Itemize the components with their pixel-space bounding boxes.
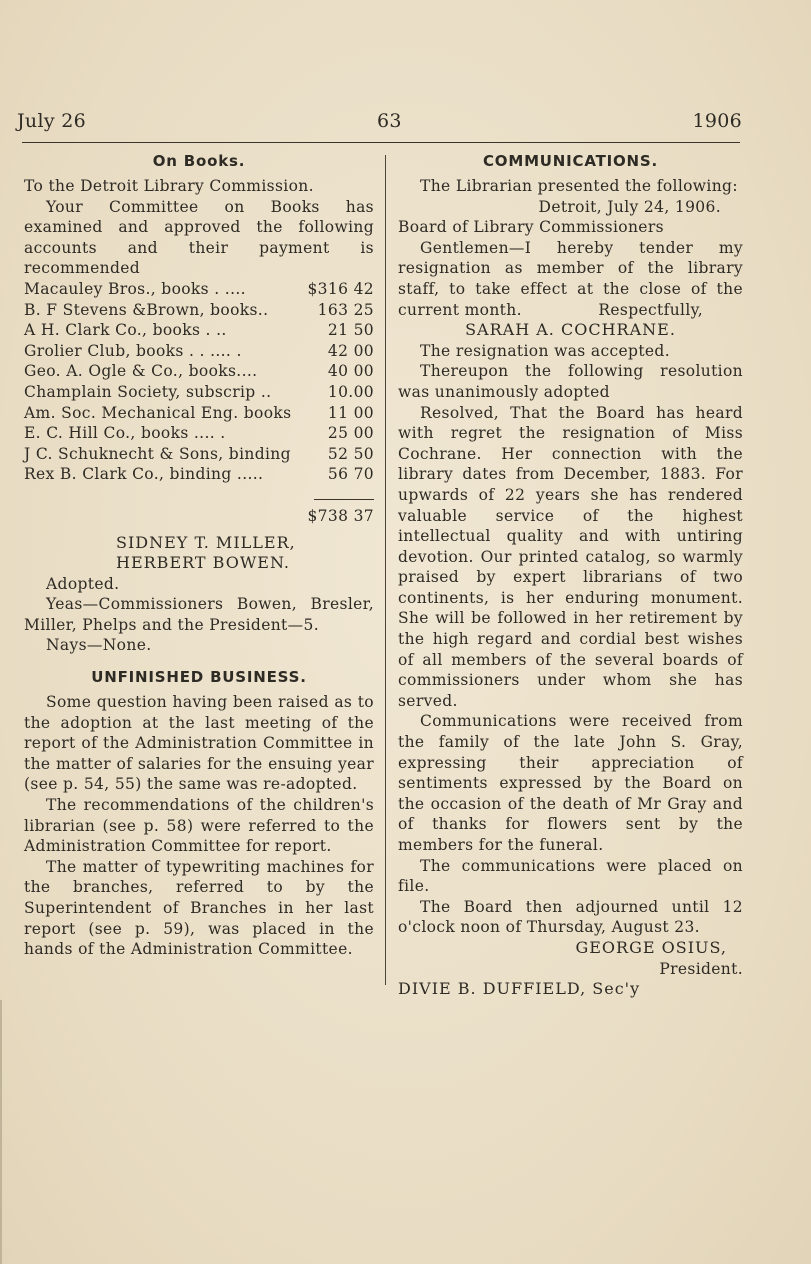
signer-bowen: HERBERT BOWEN. <box>116 553 290 573</box>
account-amount: 10.00 <box>327 382 374 401</box>
account-name: B. F Stevens &Brown, books.. <box>24 300 269 319</box>
account-amount: 25 00 <box>327 424 374 443</box>
account-name: J C. Schuknecht & Sons, binding <box>24 444 291 463</box>
account-name: Am. Soc. Mechanical Eng. books <box>24 403 292 422</box>
left-column <box>24 150 374 960</box>
account-row <box>24 444 374 465</box>
account-row <box>24 423 374 444</box>
account-amount: 52 50 <box>327 444 374 463</box>
account-row <box>24 382 374 403</box>
section-heading-on-books: On Books. <box>152 152 246 170</box>
librarian-intro: The Librarian presented the following: <box>420 177 738 195</box>
account-name: Macauley Bros., books . .... <box>24 279 246 298</box>
account-name: Rex B. Clark Co., binding ..... <box>24 465 264 484</box>
account-row <box>24 464 374 485</box>
account-name: Champlain Society, subscrip .. <box>24 382 272 401</box>
accounts-total: $738 37 <box>307 506 374 525</box>
secretary-signature: DIVIE B. DUFFIELD, Sec'y <box>398 979 641 999</box>
paragraph-salaries: Some question having been raised as to the adoption at the last meeting of the report of the Administration Committee in the matter of salaries for the ensuing year (see p. 54, 55) the same was re-adopted. <box>24 693 374 794</box>
communication-gray: Communications were received from the family of the late John S. Gray, expressing their appreciation of sentiments expressed by the Board on the occasion of the death of Mr Gray and of thanks for flowers sent by the members for the funeral. <box>398 712 743 854</box>
committee-intro: Your Committee on Books has examined and approved the following accounts and their payment is recommended <box>24 197 374 278</box>
adopted-note: Adopted. <box>46 574 120 593</box>
account-amount: 56 70 <box>327 465 374 484</box>
letter-addressee: Board of Library Commissioners <box>398 218 664 237</box>
resignation-accepted: The resignation was accepted. <box>420 341 670 360</box>
resolution-text: Resolved, That the Board has heard with regret the resignation of Miss Cochrane. Her connection with the library dates from December, 1883. For upwards of 22 years she has rendered valuable service of the highest intellectual quality and with untiring devotion. Our printed catalog, so warmly praised by expert librarians of two continents, is her enduring monument. She will be followed in her retirement by the high regard and cordial best wishes of all members of the several boards of commissioners under whom she has served. <box>398 403 743 710</box>
account-row <box>24 361 374 382</box>
account-name: Geo. A. Ogle & Co., books.... <box>24 362 258 381</box>
account-row <box>24 341 374 362</box>
paragraph-childrens-librarian: The recommendations of the children's librarian (see p. 58) were referred to the Administration Committee for report. <box>24 796 374 856</box>
president-title: President. <box>659 959 743 978</box>
account-row <box>24 279 374 300</box>
signer-miller: SIDNEY T. MILLER, <box>116 532 296 552</box>
header-date: July 26 <box>17 110 86 132</box>
letter-closing: Respectfully, <box>598 300 703 319</box>
column-divider <box>385 155 386 985</box>
letter-dateline: Detroit, July 24, 1906. <box>538 197 721 216</box>
account-row <box>24 403 374 424</box>
account-amount: $316 42 <box>307 279 374 298</box>
account-amount: 11 00 <box>327 403 374 422</box>
account-name: Grolier Club, books . . .... . <box>24 341 242 360</box>
letter-signer: SARAH A. COCHRANE. <box>465 320 676 340</box>
section-heading-unfinished-business: UNFINISHED BUSINESS. <box>91 668 307 687</box>
account-row <box>24 320 374 341</box>
adjournment: The Board then adjourned until 12 o'clock noon of Thursday, August 23. <box>398 897 743 937</box>
header-rule <box>22 142 740 143</box>
account-row <box>24 300 374 321</box>
communication-filed: The communications were placed on file. <box>398 856 743 896</box>
nays-vote: Nays—None. <box>46 636 152 655</box>
page-header <box>17 110 742 142</box>
page-edge <box>0 1000 2 1264</box>
resolution-intro: Thereupon the following resolution was unanimously adopted <box>398 362 743 401</box>
account-name: A H. Clark Co., books . .. <box>24 321 227 340</box>
header-year: 1906 <box>692 110 742 132</box>
president-name: GEORGE OSIUS, <box>575 937 727 957</box>
right-column <box>398 150 743 1000</box>
total-rule <box>314 499 374 500</box>
paragraph-typewriting: The matter of typewriting machines for the branches, referred to by the Superintendent of Branches in her last report (see p. 59), was placed in the hands of the Administration Committee. <box>24 857 374 959</box>
page-number: 63 <box>377 110 402 132</box>
section-heading-communications: COMMUNICATIONS. <box>482 152 658 170</box>
accounts-list <box>24 279 374 485</box>
account-amount: 42 00 <box>327 341 374 360</box>
yeas-vote: Yeas—Commissioners Bowen, Bresler, Miller, Phelps and the President—5. <box>24 595 374 634</box>
resignation-letter: Gentlemen—I hereby tender my resignation as member of the library staff, to take effect at the close of the current month. <box>398 238 743 319</box>
account-amount: 163 25 <box>317 300 374 319</box>
account-amount: 40 00 <box>327 362 374 381</box>
salutation: To the Detroit Library Commission. <box>24 177 314 195</box>
account-name: E. C. Hill Co., books .... . <box>24 424 226 443</box>
account-amount: 21 50 <box>327 321 374 340</box>
